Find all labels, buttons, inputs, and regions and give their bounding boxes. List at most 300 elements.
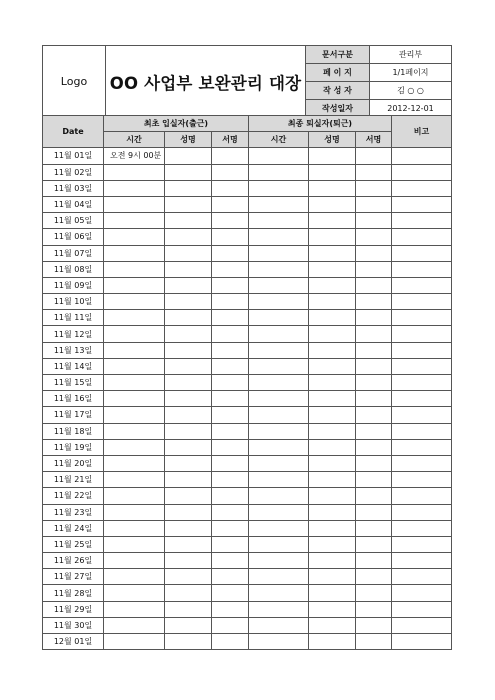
entry-time-cell — [104, 439, 165, 455]
entry-time-cell: 오전 9시 00분 — [104, 148, 165, 164]
exit-signature-cell — [356, 391, 392, 407]
entry-time-cell — [104, 342, 165, 358]
exit-name-cell — [309, 569, 356, 585]
exit-name-cell — [309, 634, 356, 650]
entry-time-cell — [104, 245, 165, 261]
exit-signature-cell — [356, 455, 392, 471]
date-cell: 11월 10일 — [43, 294, 104, 310]
exit-signature-cell — [356, 569, 392, 585]
exit-name-cell — [309, 585, 356, 601]
date-cell: 11월 22일 — [43, 488, 104, 504]
entry-signature-cell — [212, 536, 249, 552]
entry-time-cell — [104, 455, 165, 471]
entry-signature-cell — [212, 294, 249, 310]
exit-name-cell — [309, 391, 356, 407]
exit-time-cell — [249, 423, 309, 439]
entry-signature-cell — [212, 617, 249, 633]
table-row — [43, 617, 452, 633]
exit-time-cell — [249, 585, 309, 601]
note-cell — [392, 553, 452, 569]
exit-time-cell — [249, 375, 309, 391]
entry-signature-cell — [212, 472, 249, 488]
exit-signature-cell — [356, 358, 392, 374]
exit-name-cell — [309, 148, 356, 164]
entry-signature-cell — [212, 196, 249, 212]
table-row — [43, 148, 452, 164]
entry-signature-cell — [212, 488, 249, 504]
date-cell: 11월 14일 — [43, 358, 104, 374]
entry-time-cell — [104, 180, 165, 196]
exit-name-cell — [309, 310, 356, 326]
entry-time-cell — [104, 310, 165, 326]
entry-signature-cell — [212, 342, 249, 358]
entry-name-cell — [165, 504, 212, 520]
table-row — [43, 342, 452, 358]
entry-signature-cell — [212, 504, 249, 520]
date-cell: 11월 02일 — [43, 164, 104, 180]
exit-signature-cell — [356, 261, 392, 277]
entry-time-cell — [104, 472, 165, 488]
exit-name-cell — [309, 294, 356, 310]
entry-name-cell — [165, 164, 212, 180]
date-cell: 11월 13일 — [43, 342, 104, 358]
table-row — [43, 455, 452, 471]
exit-signature-cell — [356, 277, 392, 293]
entry-time-cell — [104, 358, 165, 374]
entry-time-cell — [104, 553, 165, 569]
date-cell: 11월 21일 — [43, 472, 104, 488]
note-cell — [392, 601, 452, 617]
exit-time-cell — [249, 229, 309, 245]
date-cell: 11월 29일 — [43, 601, 104, 617]
entry-name-cell — [165, 472, 212, 488]
exit-time-cell — [249, 634, 309, 650]
entry-time-cell — [104, 601, 165, 617]
entry-name-cell — [165, 148, 212, 164]
exit-signature-cell — [356, 504, 392, 520]
exit-name-cell — [309, 553, 356, 569]
exit-name-cell — [309, 423, 356, 439]
table-row — [43, 439, 452, 455]
entry-name-cell — [165, 488, 212, 504]
date-cell: 11월 11일 — [43, 310, 104, 326]
entry-name-cell — [165, 326, 212, 342]
entry-signature-cell — [212, 375, 249, 391]
entry-signature-cell — [212, 213, 249, 229]
exit-name-cell — [309, 213, 356, 229]
entry-time-cell — [104, 213, 165, 229]
exit-signature-cell — [356, 585, 392, 601]
table-row — [43, 520, 452, 536]
entry-time-cell — [104, 617, 165, 633]
note-cell — [392, 310, 452, 326]
date-cell: 11월 04일 — [43, 196, 104, 212]
exit-name-cell — [309, 180, 356, 196]
note-cell — [392, 294, 452, 310]
exit-time-cell — [249, 196, 309, 212]
exit-name-cell — [309, 375, 356, 391]
exit-time-cell — [249, 407, 309, 423]
entry-signature-cell — [212, 520, 249, 536]
entry-name-cell — [165, 585, 212, 601]
exit-signature-cell — [356, 439, 392, 455]
exit-name-cell — [309, 245, 356, 261]
entry-signature-cell — [212, 148, 249, 164]
table-row — [43, 180, 452, 196]
note-cell — [392, 358, 452, 374]
entry-signature-cell — [212, 455, 249, 471]
table-row — [43, 585, 452, 601]
note-cell — [392, 472, 452, 488]
exit-time-cell — [249, 164, 309, 180]
table-row — [43, 488, 452, 504]
table-row — [43, 358, 452, 374]
exit-time-cell — [249, 245, 309, 261]
exit-signature-cell — [356, 472, 392, 488]
note-cell — [392, 375, 452, 391]
entry-name-cell — [165, 439, 212, 455]
entry-signature-cell — [212, 585, 249, 601]
exit-time-cell — [249, 391, 309, 407]
document-header — [42, 45, 452, 118]
date-cell: 11월 17일 — [43, 407, 104, 423]
document-title: OO 사업부 보완관리 대장 — [106, 46, 306, 118]
exit-signature-cell — [356, 294, 392, 310]
exit-name-cell — [309, 536, 356, 552]
exit-name-cell — [309, 164, 356, 180]
table-row — [43, 553, 452, 569]
meta-label-author: 작 성 자 — [306, 82, 370, 100]
exit-name-cell — [309, 407, 356, 423]
exit-signature-cell — [356, 213, 392, 229]
entry-time-cell — [104, 261, 165, 277]
exit-time-cell — [249, 326, 309, 342]
exit-signature-cell — [356, 164, 392, 180]
table-row — [43, 213, 452, 229]
exit-signature-cell — [356, 375, 392, 391]
date-cell: 11월 20일 — [43, 455, 104, 471]
entry-time-header: 시간 — [104, 132, 165, 148]
table-row — [43, 375, 452, 391]
entry-signature-cell — [212, 245, 249, 261]
note-cell — [392, 277, 452, 293]
entry-signature-cell — [212, 310, 249, 326]
entry-time-cell — [104, 196, 165, 212]
note-cell — [392, 439, 452, 455]
exit-time-cell — [249, 455, 309, 471]
date-cell: 11월 08일 — [43, 261, 104, 277]
note-cell — [392, 504, 452, 520]
exit-name-cell — [309, 601, 356, 617]
meta-value-date: 2012-12-01 — [370, 100, 452, 118]
entry-name-cell — [165, 310, 212, 326]
entry-name-cell — [165, 553, 212, 569]
entry-time-cell — [104, 164, 165, 180]
exit-group-header: 최종 퇴실자(퇴근) — [249, 116, 392, 132]
exit-time-cell — [249, 520, 309, 536]
note-cell — [392, 569, 452, 585]
table-row — [43, 164, 452, 180]
table-row — [43, 536, 452, 552]
exit-time-cell — [249, 310, 309, 326]
note-cell — [392, 455, 452, 471]
entry-signature-cell — [212, 277, 249, 293]
exit-time-cell — [249, 439, 309, 455]
exit-name-cell — [309, 261, 356, 277]
exit-time-cell — [249, 617, 309, 633]
note-cell — [392, 148, 452, 164]
entry-name-cell — [165, 455, 212, 471]
note-cell — [392, 213, 452, 229]
table-row — [43, 472, 452, 488]
entry-signature-cell — [212, 634, 249, 650]
exit-signature-cell — [356, 407, 392, 423]
table-row — [43, 601, 452, 617]
entry-signature-cell — [212, 439, 249, 455]
exit-name-cell — [309, 488, 356, 504]
exit-signature-cell — [356, 488, 392, 504]
table-row — [43, 423, 452, 439]
exit-time-header: 시간 — [249, 132, 309, 148]
note-cell — [392, 617, 452, 633]
entry-signature-cell — [212, 358, 249, 374]
date-cell: 11월 01일 — [43, 148, 104, 164]
exit-name-cell — [309, 617, 356, 633]
entry-name-cell — [165, 245, 212, 261]
exit-time-cell — [249, 536, 309, 552]
date-cell: 11월 19일 — [43, 439, 104, 455]
note-cell — [392, 229, 452, 245]
note-cell — [392, 634, 452, 650]
date-cell: 11월 18일 — [43, 423, 104, 439]
date-cell: 11월 28일 — [43, 585, 104, 601]
exit-signature-cell — [356, 310, 392, 326]
meta-label-doc-type: 문서구분 — [306, 46, 370, 64]
exit-signature-cell — [356, 180, 392, 196]
note-header: 비고 — [392, 116, 452, 148]
entry-time-cell — [104, 520, 165, 536]
entry-name-header: 성명 — [165, 132, 212, 148]
exit-signature-cell — [356, 634, 392, 650]
entry-name-cell — [165, 569, 212, 585]
entry-name-cell — [165, 520, 212, 536]
entry-signature-cell — [212, 180, 249, 196]
note-cell — [392, 423, 452, 439]
table-row — [43, 569, 452, 585]
date-cell: 11월 23일 — [43, 504, 104, 520]
log-rows — [43, 148, 452, 650]
exit-time-cell — [249, 601, 309, 617]
date-cell: 11월 25일 — [43, 536, 104, 552]
table-row — [43, 229, 452, 245]
exit-name-cell — [309, 455, 356, 471]
table-row — [43, 310, 452, 326]
entry-name-cell — [165, 536, 212, 552]
entry-name-cell — [165, 634, 212, 650]
entry-signature-cell — [212, 601, 249, 617]
table-row — [43, 277, 452, 293]
table-row — [43, 504, 452, 520]
exit-signature-cell — [356, 326, 392, 342]
entry-signature-cell — [212, 423, 249, 439]
note-cell — [392, 585, 452, 601]
exit-name-cell — [309, 358, 356, 374]
exit-signature-cell — [356, 229, 392, 245]
table-row — [43, 407, 452, 423]
exit-name-cell — [309, 472, 356, 488]
exit-name-cell — [309, 196, 356, 212]
entry-name-cell — [165, 358, 212, 374]
exit-signature-cell — [356, 196, 392, 212]
entry-name-cell — [165, 261, 212, 277]
exit-name-cell — [309, 520, 356, 536]
entry-name-cell — [165, 375, 212, 391]
entry-time-cell — [104, 391, 165, 407]
note-cell — [392, 488, 452, 504]
meta-label-date: 작성일자 — [306, 100, 370, 118]
date-header: Date — [43, 116, 104, 148]
date-cell: 11월 27일 — [43, 569, 104, 585]
exit-signature-cell — [356, 536, 392, 552]
table-row — [43, 326, 452, 342]
table-row — [43, 261, 452, 277]
exit-signature-cell — [356, 245, 392, 261]
note-cell — [392, 326, 452, 342]
entry-name-cell — [165, 407, 212, 423]
date-cell: 11월 24일 — [43, 520, 104, 536]
logo: Logo — [43, 46, 106, 118]
entry-signature-cell — [212, 229, 249, 245]
entry-time-cell — [104, 229, 165, 245]
exit-signature-cell — [356, 148, 392, 164]
note-cell — [392, 180, 452, 196]
entry-name-cell — [165, 391, 212, 407]
entry-name-cell — [165, 423, 212, 439]
note-cell — [392, 245, 452, 261]
note-cell — [392, 342, 452, 358]
exit-signature-cell — [356, 617, 392, 633]
table-row — [43, 634, 452, 650]
date-cell: 12월 01일 — [43, 634, 104, 650]
entry-signature-cell — [212, 553, 249, 569]
date-cell: 11월 15일 — [43, 375, 104, 391]
exit-name-cell — [309, 342, 356, 358]
exit-signature-cell — [356, 601, 392, 617]
access-log-table — [42, 115, 452, 650]
note-cell — [392, 261, 452, 277]
note-cell — [392, 196, 452, 212]
entry-signature-header: 서명 — [212, 132, 249, 148]
date-cell: 11월 12일 — [43, 326, 104, 342]
meta-value-author: 김 ○ ○ — [370, 82, 452, 100]
exit-name-cell — [309, 277, 356, 293]
entry-time-cell — [104, 294, 165, 310]
entry-time-cell — [104, 407, 165, 423]
entry-name-cell — [165, 277, 212, 293]
entry-name-cell — [165, 294, 212, 310]
meta-value-page: 1/1페이지 — [370, 64, 452, 82]
note-cell — [392, 164, 452, 180]
entry-signature-cell — [212, 569, 249, 585]
exit-time-cell — [249, 358, 309, 374]
meta-label-page: 페 이 지 — [306, 64, 370, 82]
table-row — [43, 245, 452, 261]
exit-time-cell — [249, 342, 309, 358]
date-cell: 11월 30일 — [43, 617, 104, 633]
entry-time-cell — [104, 569, 165, 585]
date-cell: 11월 06일 — [43, 229, 104, 245]
exit-name-cell — [309, 439, 356, 455]
entry-name-cell — [165, 617, 212, 633]
date-cell: 11월 26일 — [43, 553, 104, 569]
entry-name-cell — [165, 229, 212, 245]
date-cell: 11월 03일 — [43, 180, 104, 196]
table-row — [43, 294, 452, 310]
exit-time-cell — [249, 180, 309, 196]
table-row — [43, 391, 452, 407]
date-cell: 11월 09일 — [43, 277, 104, 293]
exit-name-header: 성명 — [309, 132, 356, 148]
entry-name-cell — [165, 601, 212, 617]
exit-time-cell — [249, 294, 309, 310]
note-cell — [392, 536, 452, 552]
exit-name-cell — [309, 229, 356, 245]
exit-time-cell — [249, 277, 309, 293]
entry-name-cell — [165, 342, 212, 358]
entry-signature-cell — [212, 261, 249, 277]
entry-name-cell — [165, 213, 212, 229]
entry-name-cell — [165, 196, 212, 212]
note-cell — [392, 391, 452, 407]
entry-signature-cell — [212, 326, 249, 342]
meta-value-doc-type: 관리부 — [370, 46, 452, 64]
date-cell: 11월 16일 — [43, 391, 104, 407]
entry-signature-cell — [212, 391, 249, 407]
entry-name-cell — [165, 180, 212, 196]
exit-time-cell — [249, 569, 309, 585]
entry-time-cell — [104, 488, 165, 504]
entry-group-header: 최초 입실자(출근) — [104, 116, 249, 132]
exit-signature-cell — [356, 520, 392, 536]
exit-time-cell — [249, 148, 309, 164]
exit-name-cell — [309, 504, 356, 520]
exit-time-cell — [249, 472, 309, 488]
entry-time-cell — [104, 423, 165, 439]
exit-signature-cell — [356, 553, 392, 569]
note-cell — [392, 407, 452, 423]
entry-time-cell — [104, 326, 165, 342]
exit-time-cell — [249, 261, 309, 277]
table-row — [43, 196, 452, 212]
entry-time-cell — [104, 277, 165, 293]
note-cell — [392, 520, 452, 536]
date-cell: 11월 07일 — [43, 245, 104, 261]
exit-name-cell — [309, 326, 356, 342]
exit-signature-cell — [356, 423, 392, 439]
exit-time-cell — [249, 488, 309, 504]
entry-time-cell — [104, 536, 165, 552]
entry-time-cell — [104, 585, 165, 601]
date-cell: 11월 05일 — [43, 213, 104, 229]
exit-time-cell — [249, 553, 309, 569]
exit-time-cell — [249, 213, 309, 229]
entry-signature-cell — [212, 407, 249, 423]
exit-signature-cell — [356, 342, 392, 358]
exit-time-cell — [249, 504, 309, 520]
entry-time-cell — [104, 504, 165, 520]
entry-time-cell — [104, 375, 165, 391]
entry-time-cell — [104, 634, 165, 650]
